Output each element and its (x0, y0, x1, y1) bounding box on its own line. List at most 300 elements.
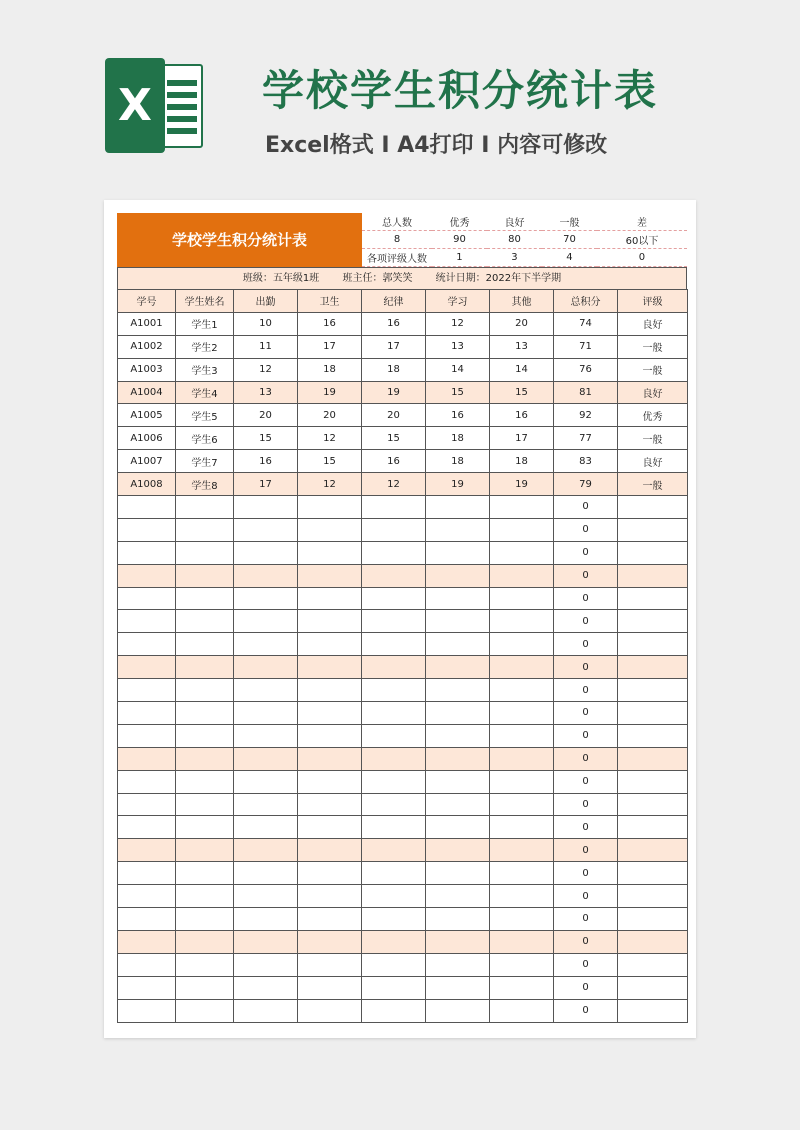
table-cell[interactable]: 良好 (618, 450, 688, 473)
table-cell[interactable] (118, 656, 176, 679)
table-cell[interactable]: 15 (490, 381, 554, 404)
table-cell[interactable] (490, 518, 554, 541)
table-cell[interactable]: 0 (554, 587, 618, 610)
table-cell[interactable] (490, 885, 554, 908)
table-cell[interactable]: 17 (362, 335, 426, 358)
table-cell[interactable] (426, 518, 490, 541)
table-cell[interactable]: 16 (426, 404, 490, 427)
table-cell[interactable]: A1001 (118, 312, 176, 335)
table-cell[interactable]: 0 (554, 862, 618, 885)
table-cell[interactable]: 12 (234, 358, 298, 381)
table-cell[interactable]: A1008 (118, 473, 176, 496)
table-cell[interactable]: 16 (362, 312, 426, 335)
table-cell[interactable] (618, 862, 688, 885)
table-cell[interactable] (362, 610, 426, 633)
table-cell[interactable] (298, 839, 362, 862)
table-cell[interactable]: 0 (554, 541, 618, 564)
table-cell[interactable] (490, 541, 554, 564)
table-cell[interactable]: 0 (554, 839, 618, 862)
table-cell[interactable]: 0 (554, 656, 618, 679)
table-cell[interactable] (298, 610, 362, 633)
table-cell[interactable]: 12 (362, 473, 426, 496)
table-cell[interactable]: 14 (490, 358, 554, 381)
table-cell[interactable] (490, 679, 554, 702)
table-cell[interactable] (618, 908, 688, 931)
table-cell[interactable] (234, 541, 298, 564)
table-cell[interactable] (490, 496, 554, 519)
table-cell[interactable] (618, 930, 688, 953)
table-cell[interactable] (118, 908, 176, 931)
column-header: 其他 (490, 290, 554, 313)
table-cell[interactable] (298, 862, 362, 885)
table-cell[interactable] (234, 999, 298, 1022)
table-cell[interactable] (362, 839, 426, 862)
table-cell[interactable] (490, 930, 554, 953)
table-cell[interactable] (362, 633, 426, 656)
column-header: 总积分 (554, 290, 618, 313)
table-cell[interactable] (118, 633, 176, 656)
table-cell[interactable] (234, 656, 298, 679)
table-cell[interactable]: 学生2 (176, 335, 234, 358)
table-cell[interactable] (118, 496, 176, 519)
table-cell[interactable]: 15 (298, 450, 362, 473)
table-cell[interactable]: 良好 (618, 381, 688, 404)
table-cell[interactable] (426, 541, 490, 564)
table-cell[interactable]: 13 (426, 335, 490, 358)
table-cell[interactable] (234, 953, 298, 976)
table-cell[interactable] (118, 793, 176, 816)
table-cell[interactable]: 19 (362, 381, 426, 404)
table-cell[interactable]: 17 (298, 335, 362, 358)
table-cell[interactable]: 0 (554, 679, 618, 702)
table-cell[interactable] (118, 953, 176, 976)
table-cell[interactable] (234, 976, 298, 999)
table-cell[interactable] (362, 702, 426, 725)
table-cell[interactable]: 71 (554, 335, 618, 358)
table-cell[interactable]: 74 (554, 312, 618, 335)
table-cell[interactable]: 10 (234, 312, 298, 335)
summary-header: 总人数 (362, 213, 432, 231)
table-cell[interactable] (618, 839, 688, 862)
table-cell[interactable] (234, 770, 298, 793)
table-cell[interactable] (362, 541, 426, 564)
table-row (118, 702, 688, 725)
table-cell[interactable]: 0 (554, 633, 618, 656)
table-cell[interactable] (426, 633, 490, 656)
table-cell[interactable] (234, 724, 298, 747)
table-cell[interactable] (426, 656, 490, 679)
table-cell[interactable] (298, 908, 362, 931)
table-cell[interactable] (118, 816, 176, 839)
table-cell[interactable] (176, 999, 234, 1022)
table-cell[interactable]: 0 (554, 816, 618, 839)
table-cell[interactable] (490, 999, 554, 1022)
table-cell[interactable] (490, 839, 554, 862)
table-cell[interactable] (618, 587, 688, 610)
table-cell[interactable]: 16 (490, 404, 554, 427)
table-cell[interactable] (234, 610, 298, 633)
table-cell[interactable] (618, 724, 688, 747)
table-cell[interactable]: 18 (362, 358, 426, 381)
table-cell[interactable] (118, 610, 176, 633)
table-cell[interactable]: 学生8 (176, 473, 234, 496)
table-cell[interactable] (490, 702, 554, 725)
table-cell[interactable] (234, 702, 298, 725)
table-cell[interactable]: 优秀 (618, 404, 688, 427)
table-cell[interactable] (426, 908, 490, 931)
table-cell[interactable] (234, 908, 298, 931)
table-row (118, 656, 688, 679)
table-cell[interactable]: 18 (298, 358, 362, 381)
table-cell[interactable] (118, 564, 176, 587)
column-header: 学号 (118, 290, 176, 313)
table-cell[interactable]: 19 (426, 473, 490, 496)
table-cell[interactable]: 一般 (618, 473, 688, 496)
table-cell[interactable] (362, 885, 426, 908)
table-cell[interactable]: A1007 (118, 450, 176, 473)
table-cell[interactable]: 一般 (618, 335, 688, 358)
table-cell[interactable] (618, 518, 688, 541)
table-cell[interactable] (234, 885, 298, 908)
table-cell[interactable] (426, 702, 490, 725)
table-cell[interactable] (362, 496, 426, 519)
table-cell[interactable] (298, 747, 362, 770)
table-cell[interactable] (176, 885, 234, 908)
table-cell[interactable] (298, 541, 362, 564)
table-cell[interactable] (118, 518, 176, 541)
table-cell[interactable] (490, 610, 554, 633)
table-cell[interactable] (176, 770, 234, 793)
table-cell[interactable] (618, 679, 688, 702)
table-cell[interactable]: 学生1 (176, 312, 234, 335)
table-cell[interactable] (298, 885, 362, 908)
table-cell[interactable] (426, 747, 490, 770)
table-cell[interactable] (118, 885, 176, 908)
table-cell[interactable]: 0 (554, 610, 618, 633)
table-cell[interactable]: 15 (426, 381, 490, 404)
table-cell[interactable] (234, 747, 298, 770)
table-cell[interactable] (298, 702, 362, 725)
table-cell[interactable] (490, 564, 554, 587)
table-cell[interactable] (490, 587, 554, 610)
table-cell[interactable] (362, 724, 426, 747)
table-cell[interactable]: 0 (554, 770, 618, 793)
table-cell[interactable] (234, 564, 298, 587)
table-cell[interactable] (362, 908, 426, 931)
table-row (118, 564, 688, 587)
table-cell[interactable]: 16 (298, 312, 362, 335)
table-row (118, 862, 688, 885)
table-cell[interactable]: 0 (554, 953, 618, 976)
table-cell[interactable]: 81 (554, 381, 618, 404)
table-cell[interactable] (426, 564, 490, 587)
table-cell[interactable]: 0 (554, 724, 618, 747)
table-cell[interactable]: 0 (554, 930, 618, 953)
table-cell[interactable]: 92 (554, 404, 618, 427)
table-cell[interactable] (426, 724, 490, 747)
summary-header: 一般 (542, 213, 597, 231)
table-cell[interactable] (118, 724, 176, 747)
table-cell[interactable]: 学生4 (176, 381, 234, 404)
table-cell[interactable]: 0 (554, 518, 618, 541)
table-cell[interactable] (426, 770, 490, 793)
table-cell[interactable] (118, 541, 176, 564)
table-cell[interactable] (426, 953, 490, 976)
table-cell[interactable] (618, 885, 688, 908)
table-cell[interactable] (118, 839, 176, 862)
table-cell[interactable]: 11 (234, 335, 298, 358)
table-cell[interactable] (490, 862, 554, 885)
table-cell[interactable] (490, 793, 554, 816)
table-cell[interactable] (298, 953, 362, 976)
table-cell[interactable] (234, 816, 298, 839)
table-cell[interactable]: 18 (490, 450, 554, 473)
table-cell[interactable]: 19 (298, 381, 362, 404)
table-cell[interactable] (234, 930, 298, 953)
table-row (118, 816, 688, 839)
table-cell[interactable]: 20 (490, 312, 554, 335)
table-cell[interactable]: 0 (554, 999, 618, 1022)
table-cell[interactable]: 19 (490, 473, 554, 496)
table-cell[interactable]: 12 (426, 312, 490, 335)
table-cell[interactable] (426, 999, 490, 1022)
table-cell[interactable] (176, 930, 234, 953)
table-row (118, 450, 688, 473)
table-cell[interactable] (298, 724, 362, 747)
table-cell[interactable]: 76 (554, 358, 618, 381)
table-cell[interactable]: 79 (554, 473, 618, 496)
table-cell[interactable] (234, 862, 298, 885)
table-cell[interactable]: 0 (554, 976, 618, 999)
table-cell[interactable] (176, 862, 234, 885)
table-cell[interactable] (490, 656, 554, 679)
summary-header: 差 (597, 213, 687, 231)
table-cell[interactable] (362, 679, 426, 702)
table-cell[interactable] (176, 633, 234, 656)
table-cell[interactable]: 良好 (618, 312, 688, 335)
table-cell[interactable] (234, 587, 298, 610)
table-cell[interactable]: 学生3 (176, 358, 234, 381)
table-cell[interactable] (490, 953, 554, 976)
table-cell[interactable] (490, 747, 554, 770)
table-cell[interactable] (490, 770, 554, 793)
table-cell[interactable] (176, 724, 234, 747)
table-cell[interactable] (118, 862, 176, 885)
table-cell[interactable]: 20 (362, 404, 426, 427)
table-cell[interactable] (362, 976, 426, 999)
table-cell[interactable] (298, 679, 362, 702)
table-cell[interactable]: A1005 (118, 404, 176, 427)
summary-value: 80 (487, 231, 542, 249)
table-cell[interactable]: 83 (554, 450, 618, 473)
table-cell[interactable] (176, 793, 234, 816)
table-cell[interactable] (490, 908, 554, 931)
table-cell[interactable]: 17 (234, 473, 298, 496)
table-cell[interactable]: 15 (362, 427, 426, 450)
table-cell[interactable] (362, 862, 426, 885)
table-cell[interactable] (362, 747, 426, 770)
table-cell[interactable] (234, 518, 298, 541)
table-cell[interactable] (426, 610, 490, 633)
table-cell[interactable] (426, 862, 490, 885)
table-cell[interactable] (362, 518, 426, 541)
table-cell[interactable] (118, 999, 176, 1022)
table-cell[interactable]: A1003 (118, 358, 176, 381)
table-cell[interactable] (118, 976, 176, 999)
table-cell[interactable] (118, 702, 176, 725)
table-cell[interactable]: 17 (490, 427, 554, 450)
table-cell[interactable]: 12 (298, 473, 362, 496)
table-cell[interactable]: 18 (426, 427, 490, 450)
table-cell[interactable] (426, 839, 490, 862)
table-cell[interactable] (618, 496, 688, 519)
table-cell[interactable] (362, 816, 426, 839)
table-cell[interactable] (618, 747, 688, 770)
table-cell[interactable] (298, 633, 362, 656)
table-cell[interactable] (176, 702, 234, 725)
table-cell[interactable] (118, 747, 176, 770)
table-cell[interactable] (176, 518, 234, 541)
table-cell[interactable]: 0 (554, 702, 618, 725)
table-cell[interactable]: 16 (362, 450, 426, 473)
table-cell[interactable] (426, 496, 490, 519)
table-cell[interactable] (176, 656, 234, 679)
table-cell[interactable] (618, 793, 688, 816)
table-cell[interactable] (298, 564, 362, 587)
table-cell[interactable]: 0 (554, 885, 618, 908)
table-cell[interactable] (362, 656, 426, 679)
table-cell[interactable] (618, 953, 688, 976)
table-cell[interactable]: 13 (490, 335, 554, 358)
table-cell[interactable] (426, 679, 490, 702)
table-cell[interactable]: A1004 (118, 381, 176, 404)
table-cell[interactable] (176, 564, 234, 587)
table-cell[interactable] (618, 541, 688, 564)
table-cell[interactable]: 77 (554, 427, 618, 450)
column-header: 出勤 (234, 290, 298, 313)
table-cell[interactable] (490, 724, 554, 747)
column-header: 学生姓名 (176, 290, 234, 313)
table-cell[interactable] (118, 587, 176, 610)
table-cell[interactable]: 学生7 (176, 450, 234, 473)
summary-count: 4 (542, 249, 597, 267)
table-cell[interactable]: 12 (298, 427, 362, 450)
table-cell[interactable] (490, 633, 554, 656)
table-cell[interactable] (234, 679, 298, 702)
table-cell[interactable]: A1006 (118, 427, 176, 450)
table-cell[interactable] (490, 816, 554, 839)
table-cell[interactable] (298, 587, 362, 610)
table-cell[interactable] (490, 976, 554, 999)
table-cell[interactable]: 一般 (618, 427, 688, 450)
table-cell[interactable] (362, 770, 426, 793)
table-cell[interactable] (176, 953, 234, 976)
table-cell[interactable] (118, 679, 176, 702)
table-cell[interactable] (176, 679, 234, 702)
table-cell[interactable] (426, 976, 490, 999)
class-info: 班级：五年级1班 (242, 273, 320, 284)
table-cell[interactable] (176, 747, 234, 770)
table-cell[interactable] (176, 976, 234, 999)
table-cell[interactable] (176, 541, 234, 564)
table-cell[interactable] (362, 793, 426, 816)
table-cell[interactable]: 18 (426, 450, 490, 473)
table-cell[interactable] (234, 793, 298, 816)
table-cell[interactable]: 0 (554, 747, 618, 770)
table-cell[interactable] (426, 885, 490, 908)
table-cell[interactable] (234, 839, 298, 862)
table-cell[interactable] (426, 816, 490, 839)
table-cell[interactable]: 一般 (618, 358, 688, 381)
table-cell[interactable] (362, 564, 426, 587)
table-cell[interactable] (176, 908, 234, 931)
table-cell[interactable] (618, 770, 688, 793)
table-cell[interactable] (176, 610, 234, 633)
table-cell[interactable] (618, 610, 688, 633)
table-cell[interactable] (618, 816, 688, 839)
table-cell[interactable] (298, 656, 362, 679)
table-cell[interactable] (176, 839, 234, 862)
table-cell[interactable] (298, 770, 362, 793)
table-cell[interactable] (176, 816, 234, 839)
table-cell[interactable]: A1002 (118, 335, 176, 358)
table-cell[interactable] (176, 496, 234, 519)
table-cell[interactable] (298, 518, 362, 541)
table-cell[interactable] (298, 816, 362, 839)
table-cell[interactable] (426, 587, 490, 610)
table-cell[interactable] (426, 793, 490, 816)
table-cell[interactable] (118, 930, 176, 953)
table-cell[interactable]: 0 (554, 496, 618, 519)
table-cell[interactable] (234, 496, 298, 519)
table-cell[interactable]: 0 (554, 564, 618, 587)
table-cell[interactable] (298, 976, 362, 999)
table-cell[interactable] (618, 976, 688, 999)
column-header: 学习 (426, 290, 490, 313)
table-cell[interactable]: 学生6 (176, 427, 234, 450)
table-cell[interactable] (362, 930, 426, 953)
table-cell[interactable] (426, 930, 490, 953)
table-cell[interactable] (234, 633, 298, 656)
table-cell[interactable] (618, 656, 688, 679)
table-cell[interactable]: 20 (234, 404, 298, 427)
table-cell[interactable] (298, 793, 362, 816)
table-cell[interactable] (362, 999, 426, 1022)
table-cell[interactable]: 0 (554, 908, 618, 931)
table-row (118, 839, 688, 862)
table-cell[interactable] (298, 999, 362, 1022)
table-cell[interactable] (362, 953, 426, 976)
table-cell[interactable] (118, 770, 176, 793)
table-cell[interactable] (176, 587, 234, 610)
table-cell[interactable]: 0 (554, 793, 618, 816)
table-cell[interactable]: 13 (234, 381, 298, 404)
table-cell[interactable] (298, 496, 362, 519)
table-cell[interactable]: 16 (234, 450, 298, 473)
table-cell[interactable]: 学生5 (176, 404, 234, 427)
table-cell[interactable]: 14 (426, 358, 490, 381)
table-cell[interactable]: 15 (234, 427, 298, 450)
summary-value: 8 (362, 231, 432, 249)
table-cell[interactable] (618, 999, 688, 1022)
table-cell[interactable] (618, 564, 688, 587)
table-cell[interactable] (618, 702, 688, 725)
table-cell[interactable] (362, 587, 426, 610)
table-cell[interactable] (618, 633, 688, 656)
table-cell[interactable]: 20 (298, 404, 362, 427)
table-cell[interactable] (298, 930, 362, 953)
excel-logo-letter: X (105, 58, 165, 153)
